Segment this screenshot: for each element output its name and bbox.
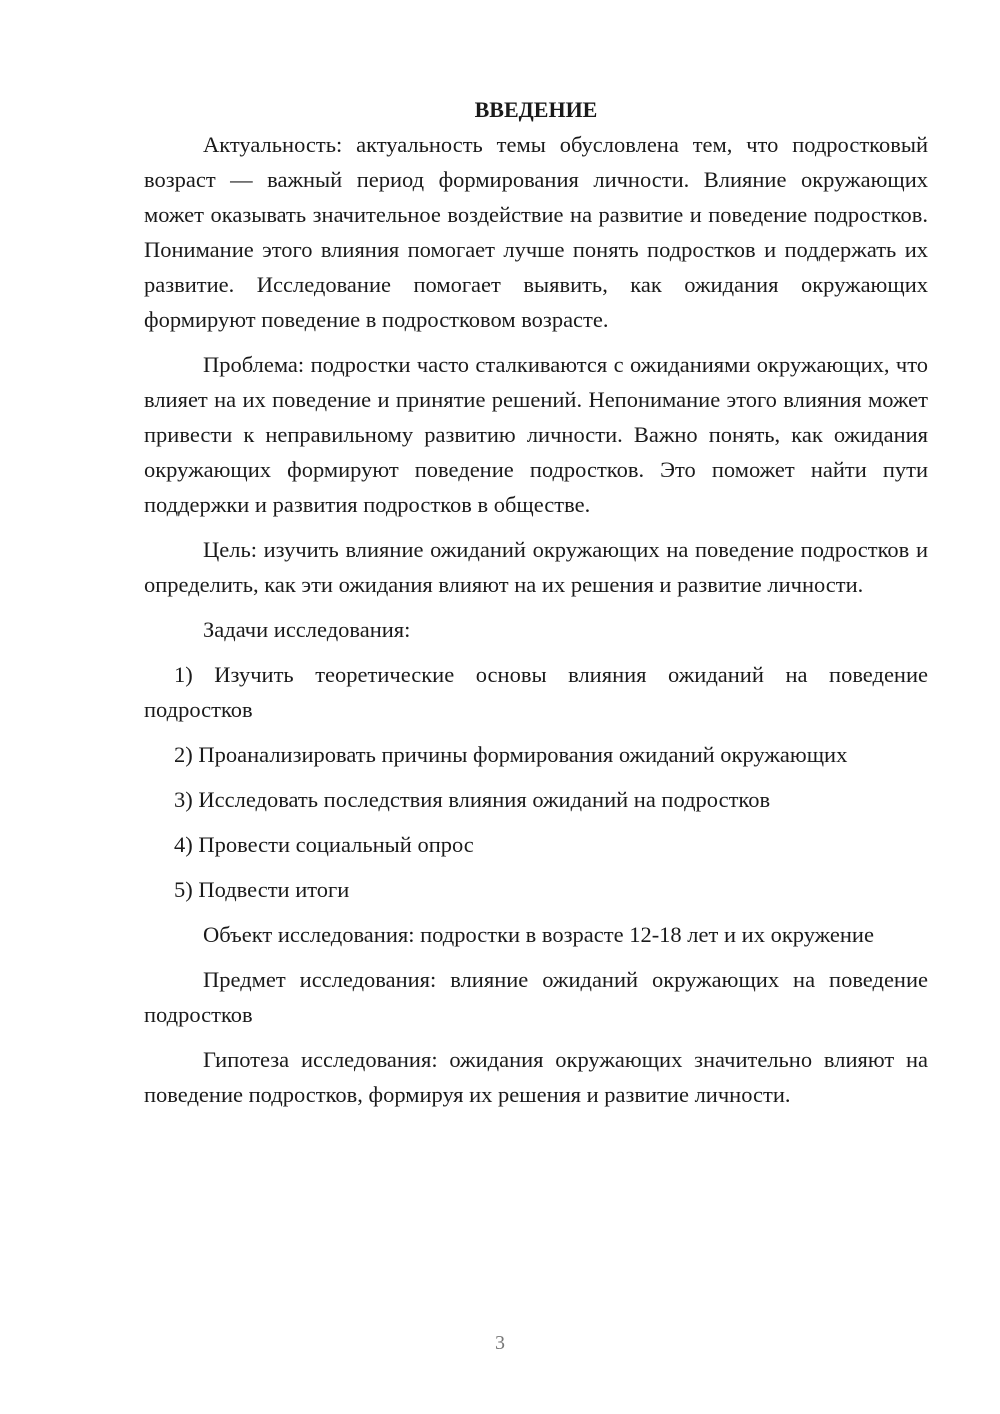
spacer: [144, 1032, 928, 1042]
problem-paragraph: Проблема: подростки часто сталкиваются с ожиданиями окружающих, что влияет на их поведение и принятие решений. Непонимание этого влияния может привести к неправильному развитию личности. Важно понять, как ожидания окружающих формируют поведение подростков. Это поможет найти пути поддержки и развития подростков в обществе.: [144, 352, 928, 517]
spacer: [144, 907, 928, 917]
spacer: [144, 647, 928, 657]
task-item-1: 1) Изучить теоретические основы влияния ожиданий на поведение подростков: [144, 662, 928, 722]
spacer: [144, 727, 928, 737]
spacer: [144, 772, 928, 782]
task-item-4: 4) Провести социальный опрос: [174, 832, 474, 857]
spacer: [144, 337, 928, 347]
spacer: [144, 817, 928, 827]
task-item-2: 2) Проанализировать причины формирования ожиданий окружающих: [174, 742, 848, 767]
spacer: [144, 952, 928, 962]
object-paragraph: Объект исследования: подростки в возрасте 12-18 лет и их окружение: [203, 922, 874, 947]
spacer: [144, 862, 928, 872]
spacer: [144, 522, 928, 532]
tasks-heading: Задачи исследования:: [203, 617, 411, 642]
goal-paragraph: Цель: изучить влияние ожиданий окружающих на поведение подростков и определить, как эти ожидания влияют на их решения и развитие личности.: [144, 537, 928, 597]
hypothesis-paragraph: Гипотеза исследования: ожидания окружающих значительно влияют на поведение подростков, формируя их решения и развитие личности.: [144, 1047, 928, 1107]
subject-paragraph: Предмет исследования: влияние ожиданий окружающих на поведение подростков: [144, 967, 928, 1027]
page-number: 3: [495, 1332, 505, 1354]
task-item-5: 5) Подвести итоги: [174, 877, 350, 902]
section-title: ВВЕДЕНИЕ: [474, 97, 598, 122]
spacer: [144, 602, 928, 612]
page-body: [144, 92, 928, 1112]
relevance-paragraph: Актуальность: актуальность темы обусловлена тем, что подростковый возраст — важный период формирования личности. Влияние окружающих может оказывать значительное воздействие на развитие и поведение подростков. Понимание этого влияния помогает лучше понять подростков и поддержать их развитие. Исследование помогает выявить, как ожидания окружающих формируют поведение в подростковом возрасте.: [144, 132, 928, 332]
task-item-3: 3) Исследовать последствия влияния ожиданий на подростков: [174, 787, 771, 812]
